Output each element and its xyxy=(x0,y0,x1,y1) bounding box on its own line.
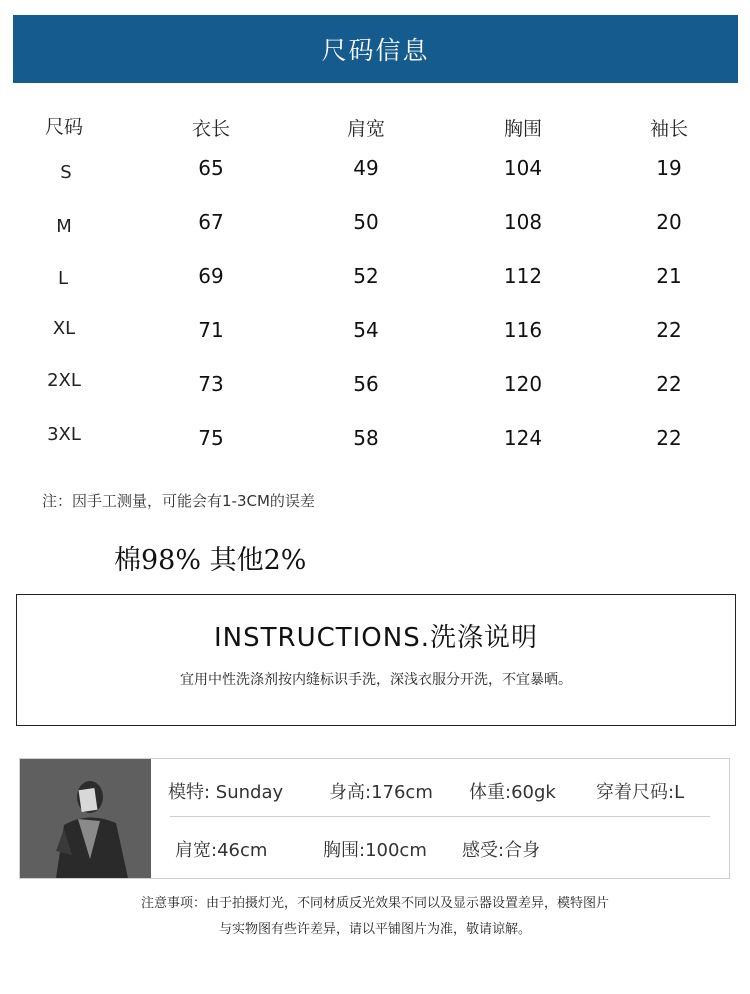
row-size-label: S xyxy=(60,162,72,183)
cell-shoulder: 50 xyxy=(353,210,379,234)
model-figure-icon xyxy=(20,759,151,878)
row-size-label: XL xyxy=(52,318,76,339)
instructions-box xyxy=(16,594,736,726)
cell-sleeve: 19 xyxy=(656,156,682,180)
model-photo xyxy=(20,759,151,878)
model-chest: 胸围:100cm xyxy=(323,840,427,861)
model-weight: 体重:60gk xyxy=(469,782,556,803)
cell-length: 65 xyxy=(198,156,224,180)
cell-shoulder: 49 xyxy=(353,156,379,180)
cell-sleeve: 22 xyxy=(656,426,682,450)
cell-shoulder: 54 xyxy=(353,318,379,342)
cell-length: 67 xyxy=(198,210,224,234)
measurement-note: 注：因手工测量，可能会有1-3CM的误差 xyxy=(42,492,315,510)
cell-shoulder: 58 xyxy=(353,426,379,450)
cell-chest: 124 xyxy=(503,426,543,450)
model-height: 身高:176cm xyxy=(329,782,433,803)
material-composition: 棉98% 其他2% xyxy=(114,545,307,576)
model-name: 模特: Sunday xyxy=(168,782,284,803)
model-fit-feel: 感受:合身 xyxy=(462,840,541,861)
cell-sleeve: 22 xyxy=(656,372,682,396)
cell-length: 73 xyxy=(198,372,224,396)
header-shoulder: 肩宽 xyxy=(346,118,386,140)
banner-title: 尺码信息 xyxy=(321,36,430,65)
cell-sleeve: 20 xyxy=(656,210,682,234)
size-info-banner xyxy=(13,15,738,83)
cell-chest: 120 xyxy=(503,372,543,396)
disclaimer-line-1: 注意事项：由于拍摄灯光，不同材质反光效果不同以及显示器设置差异，模特图片 xyxy=(140,896,609,911)
cell-length: 69 xyxy=(198,264,224,288)
cell-chest: 104 xyxy=(503,156,543,180)
cell-chest: 116 xyxy=(503,318,543,342)
row-size-label: L xyxy=(57,268,69,289)
cell-shoulder: 52 xyxy=(353,264,379,288)
cell-length: 71 xyxy=(198,318,224,342)
disclaimer-line-2: 与实物图有些许差异，请以平铺图片为准，敬请谅解。 xyxy=(218,922,531,937)
model-shoulder: 肩宽:46cm xyxy=(175,840,268,861)
cell-sleeve: 21 xyxy=(656,264,682,288)
header-chest: 胸围 xyxy=(503,118,543,140)
cell-length: 75 xyxy=(198,426,224,450)
header-sleeve: 袖长 xyxy=(649,118,689,140)
header-length: 衣长 xyxy=(191,118,231,140)
cell-sleeve: 22 xyxy=(656,318,682,342)
row-size-label: M xyxy=(56,216,72,237)
cell-chest: 112 xyxy=(503,264,543,288)
row-size-label: 3XL xyxy=(47,424,81,445)
instructions-text: 宜用中性洗涤剂按内缝标识手洗，深浅衣服分开洗，不宜暴晒。 xyxy=(180,672,572,688)
model-info-box xyxy=(19,758,730,879)
cell-chest: 108 xyxy=(503,210,543,234)
model-info-divider xyxy=(170,816,710,817)
model-size-worn: 穿着尺码:L xyxy=(596,782,685,803)
cell-shoulder: 56 xyxy=(353,372,379,396)
instructions-title: INSTRUCTIONS.洗涤说明 xyxy=(214,623,538,653)
header-size: 尺码 xyxy=(44,116,84,138)
row-size-label: 2XL xyxy=(47,370,81,391)
